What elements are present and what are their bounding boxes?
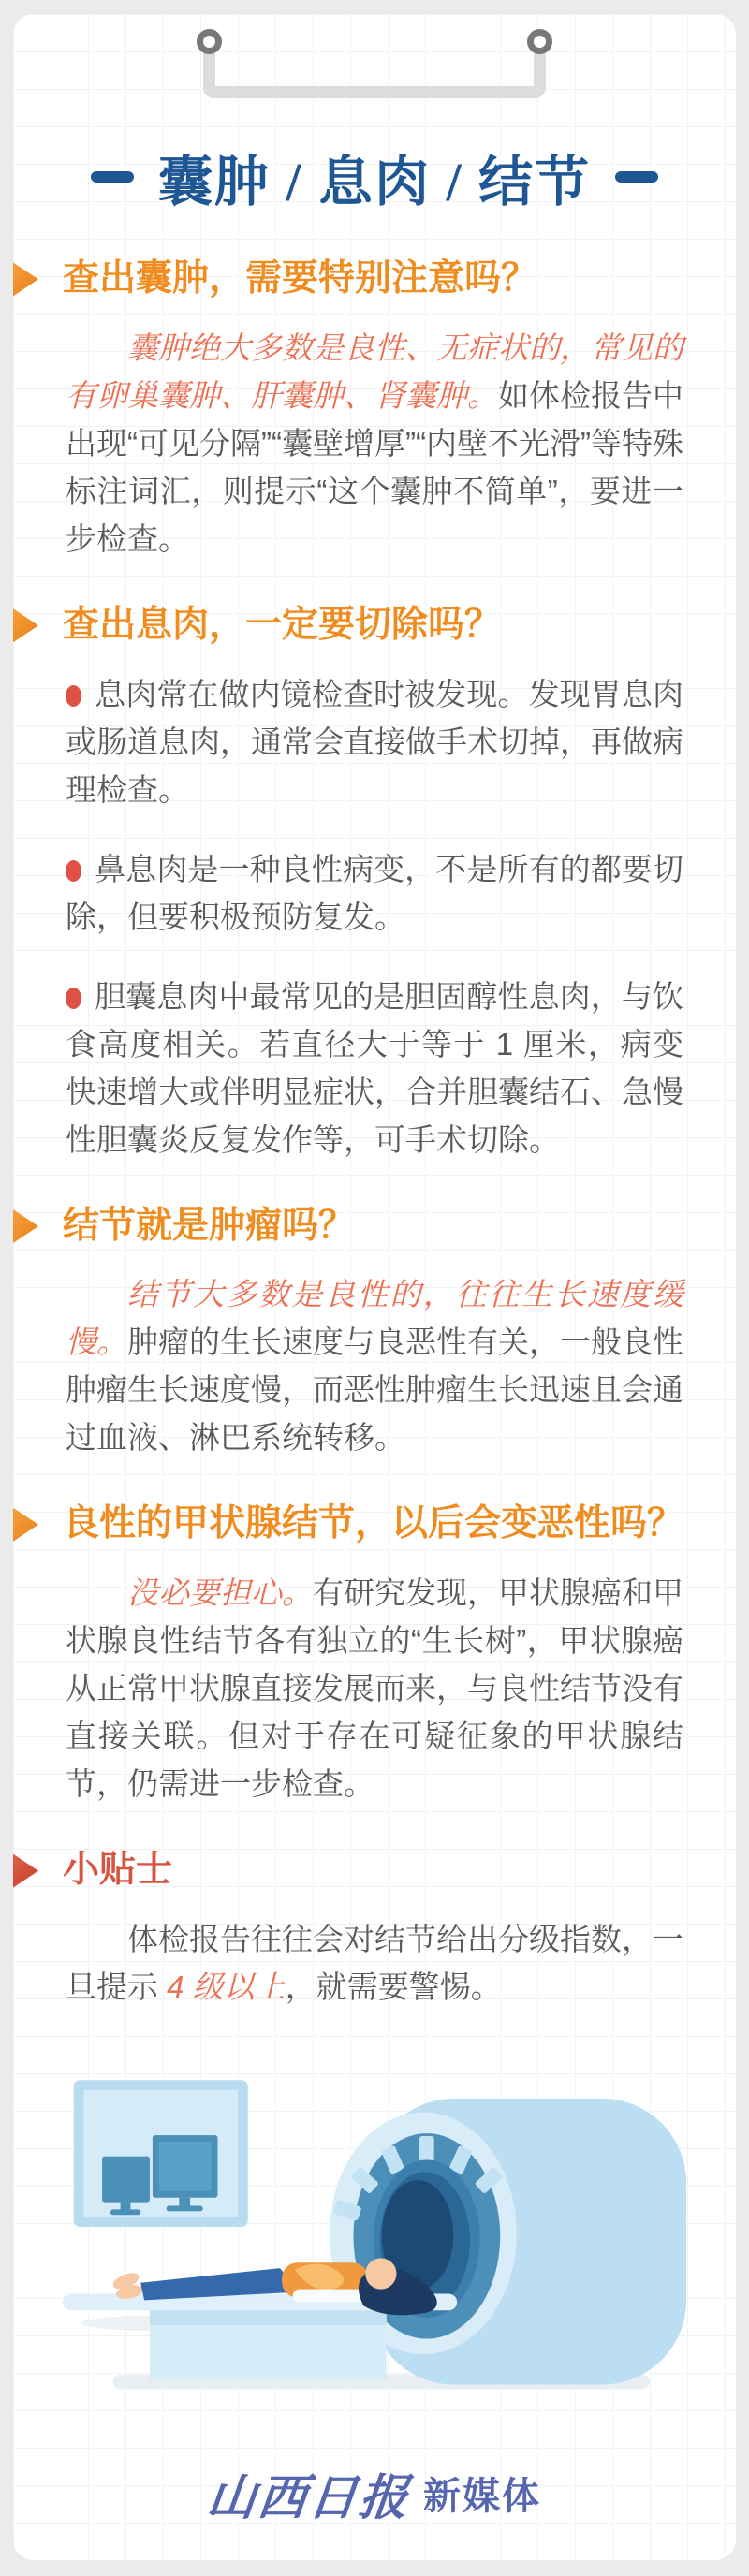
body-text: 体检报告往往会对结节给出分级指数，一旦提示	[66, 1921, 683, 2004]
small-monitor-icon	[102, 2157, 150, 2203]
clip-ring-left-icon	[197, 29, 222, 54]
section-paragraph	[66, 1915, 683, 2011]
body-text: 有研究发现，甲状腺癌和甲状腺良性结节各有独立的“生长树”，甲状腺癌从正常甲状腺直接发展而来，与良性结节没有直接关联。但对于存在可疑征象的甲状腺结节，仍需进一步检查。	[66, 1575, 683, 1802]
triangle-arrow-icon	[13, 1508, 38, 1542]
body-text: 如体检报告中出现“可见分隔”“囊壁增厚”“内壁不光滑”等特殊标注词汇，则提示“这个囊肿不简单”，要进一步检查。	[66, 377, 683, 556]
patient-head	[365, 2258, 396, 2289]
red-dot-icon	[66, 685, 81, 707]
section-paragraph	[66, 1569, 683, 1808]
emphasis-text: 囊肿绝大多数是良性、无症状的，常见的有卵巢囊肿、肝囊肿、肾囊肿。	[66, 329, 683, 413]
clip-band	[203, 42, 546, 98]
body-text: 肿瘤的生长速度与良恶性有关，一般良性肿瘤生长速度慢，而恶性肿瘤生长迅速且会通过血液、淋巴系统转移。	[66, 1325, 683, 1456]
brand-script-text: 山西日报	[204, 2471, 413, 2525]
section-heading	[13, 1502, 683, 1546]
publisher-logo	[13, 2458, 736, 2528]
section-heading	[13, 1849, 683, 1893]
section-heading-text: 查出息肉，一定要切除吗？	[63, 604, 502, 645]
section-heading	[13, 1205, 683, 1249]
brand-suffix-text: 新媒体	[423, 2475, 541, 2517]
emphasis-text: 结节大多数是良性的，往往生长速度缓慢。	[66, 1277, 683, 1360]
bullet-text: 息肉常在做内镜检查时被发现。发现胃息肉或肠道息肉，通常会直接做手术切掉，再做病理检查。	[66, 676, 683, 807]
emphasis-text: 4 级以上	[167, 1969, 286, 2004]
title-dash-left	[91, 171, 134, 183]
triangle-arrow-icon	[13, 1209, 38, 1243]
mri-scene-svg	[58, 2048, 691, 2415]
emphasis-text: 没必要担心。	[127, 1575, 313, 1611]
bullet-text: 胆囊息肉中最常见的是胆固醇性息肉，与饮食高度相关。若直径大于等于 1 厘米，病变快速增大或伴明显症状，合并胆囊结石、急慢性胆囊炎反复发作等，可手术切除。	[66, 978, 683, 1157]
section-heading	[13, 604, 683, 648]
section-paragraph	[66, 1270, 683, 1461]
triangle-arrow-icon	[13, 1854, 38, 1888]
body-text: ，就需要警惕。	[285, 1969, 502, 2004]
bullet-item	[66, 973, 683, 1164]
section-thyroid-nodule	[13, 1502, 736, 1808]
section-cyst	[13, 257, 736, 563]
page-title	[13, 138, 736, 216]
triangle-arrow-icon	[13, 262, 38, 296]
section-nodule	[13, 1205, 736, 1462]
section-polyp	[13, 604, 736, 1164]
section-heading-text: 良性的甲状腺结节，以后会变恶性吗？	[63, 1503, 684, 1544]
bullet-item	[66, 845, 683, 941]
red-dot-icon	[66, 860, 81, 882]
section-tips	[13, 1849, 736, 2011]
wall-monitor-panel	[74, 2080, 248, 2227]
section-heading	[13, 257, 683, 301]
red-dot-icon	[66, 988, 81, 1009]
section-heading-text: 小贴士	[63, 1850, 173, 1891]
section-heading-text: 结节就是肿瘤吗？	[63, 1205, 356, 1246]
page-title-text: 囊肿 / 息肉 / 结节	[157, 152, 592, 212]
clip-ring-right-icon	[527, 29, 552, 54]
section-paragraph	[66, 324, 683, 563]
title-dash-right	[615, 171, 658, 183]
mri-scanner-illustration	[58, 2048, 691, 2415]
bullet-item	[66, 670, 683, 813]
hanging-clip-icon	[203, 29, 546, 98]
poster-card	[13, 14, 736, 2560]
triangle-arrow-icon	[13, 608, 38, 642]
section-heading-text: 查出囊肿，需要特别注意吗？	[63, 258, 538, 299]
bullet-text: 鼻息肉是一种良性病变，不是所有的都要切除，但要积极预防复发。	[66, 851, 683, 934]
